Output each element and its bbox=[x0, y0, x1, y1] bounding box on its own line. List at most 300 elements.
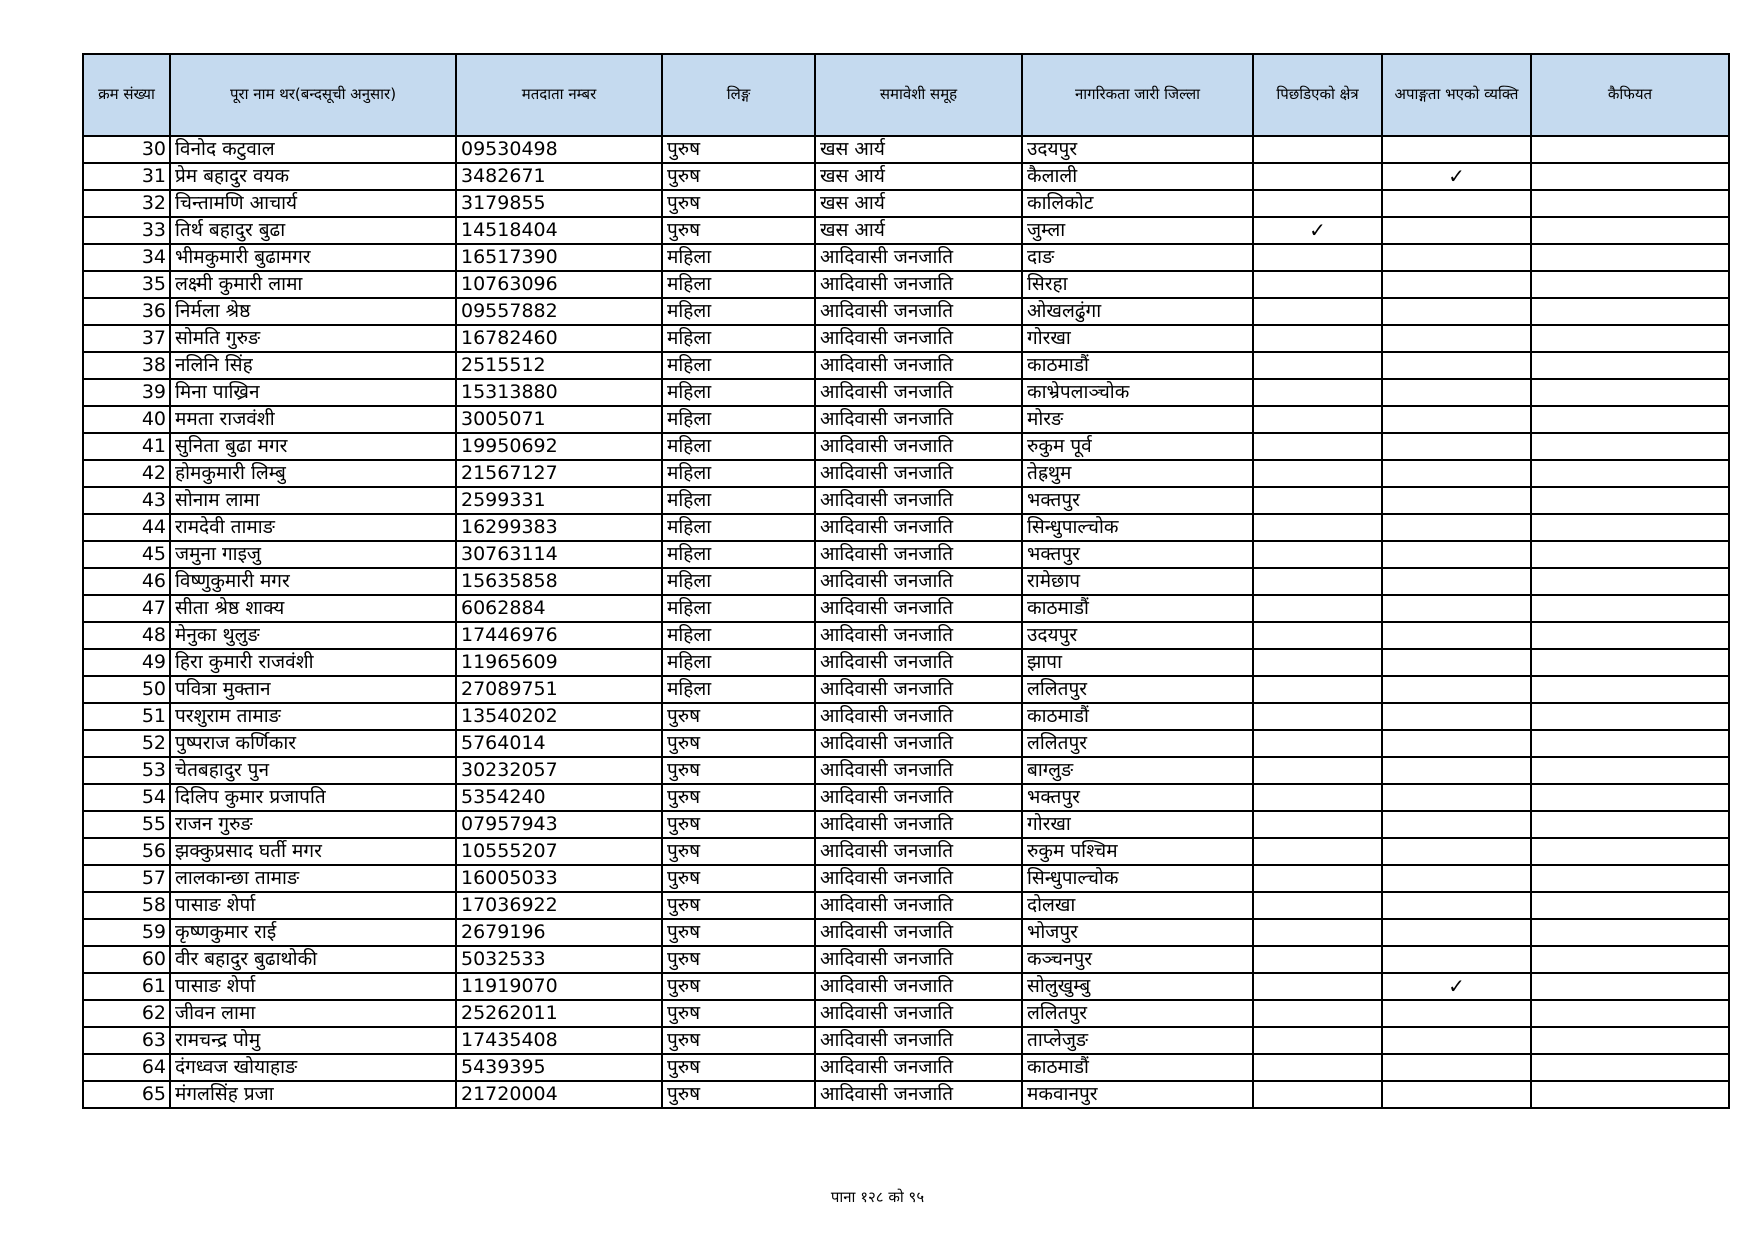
cell-backward-area bbox=[1253, 136, 1382, 163]
cell-name: पासाङ शेर्पा bbox=[170, 973, 456, 1000]
cell-serial: 65 bbox=[83, 1081, 170, 1108]
cell-remarks bbox=[1531, 1000, 1729, 1027]
cell-inclusive-group: आदिवासी जनजाति bbox=[815, 1054, 1022, 1081]
cell-serial: 37 bbox=[83, 325, 170, 352]
table-row bbox=[83, 352, 1729, 379]
cell-name: रामचन्द्र पोमु bbox=[170, 1027, 456, 1054]
cell-backward-area bbox=[1253, 1054, 1382, 1081]
cell-gender: पुरुष bbox=[662, 811, 815, 838]
header-disability: अपाङ्गता भएको व्यक्ति bbox=[1382, 54, 1531, 136]
cell-inclusive-group: आदिवासी जनजाति bbox=[815, 433, 1022, 460]
cell-remarks bbox=[1531, 298, 1729, 325]
cell-gender: महिला bbox=[662, 244, 815, 271]
cell-remarks bbox=[1531, 163, 1729, 190]
cell-voter-number: 5354240 bbox=[456, 784, 662, 811]
cell-voter-number: 3005071 bbox=[456, 406, 662, 433]
table-row bbox=[83, 757, 1729, 784]
table-row bbox=[83, 325, 1729, 352]
cell-inclusive-group: आदिवासी जनजाति bbox=[815, 838, 1022, 865]
cell-disability bbox=[1382, 217, 1531, 244]
cell-name: जमुना गाइजु bbox=[170, 541, 456, 568]
cell-gender: पुरुष bbox=[662, 1027, 815, 1054]
cell-serial: 34 bbox=[83, 244, 170, 271]
cell-inclusive-group: आदिवासी जनजाति bbox=[815, 298, 1022, 325]
cell-name: सीता श्रेष्ठ शाक्य bbox=[170, 595, 456, 622]
cell-serial: 62 bbox=[83, 1000, 170, 1027]
cell-inclusive-group: आदिवासी जनजाति bbox=[815, 973, 1022, 1000]
table-row bbox=[83, 892, 1729, 919]
cell-gender: पुरुष bbox=[662, 163, 815, 190]
cell-disability bbox=[1382, 1027, 1531, 1054]
cell-name: निर्मला श्रेष्ठ bbox=[170, 298, 456, 325]
cell-name: तिर्थ बहादुर बुढा bbox=[170, 217, 456, 244]
cell-inclusive-group: आदिवासी जनजाति bbox=[815, 514, 1022, 541]
cell-backward-area bbox=[1253, 865, 1382, 892]
cell-remarks bbox=[1531, 811, 1729, 838]
cell-remarks bbox=[1531, 703, 1729, 730]
cell-serial: 56 bbox=[83, 838, 170, 865]
cell-voter-number: 10555207 bbox=[456, 838, 662, 865]
cell-citizenship-district: सोलुखुम्बु bbox=[1022, 973, 1253, 1000]
cell-citizenship-district: भक्तपुर bbox=[1022, 541, 1253, 568]
cell-inclusive-group: आदिवासी जनजाति bbox=[815, 379, 1022, 406]
cell-gender: पुरुष bbox=[662, 703, 815, 730]
header-inclusive-group: समावेशी समूह bbox=[815, 54, 1022, 136]
cell-inclusive-group: आदिवासी जनजाति bbox=[815, 595, 1022, 622]
cell-name: सोमति गुरुङ bbox=[170, 325, 456, 352]
cell-remarks bbox=[1531, 1054, 1729, 1081]
cell-remarks bbox=[1531, 460, 1729, 487]
cell-inclusive-group: आदिवासी जनजाति bbox=[815, 568, 1022, 595]
cell-citizenship-district: कैलाली bbox=[1022, 163, 1253, 190]
cell-inclusive-group: आदिवासी जनजाति bbox=[815, 487, 1022, 514]
cell-gender: महिला bbox=[662, 514, 815, 541]
cell-voter-number: 2515512 bbox=[456, 352, 662, 379]
cell-disability bbox=[1382, 622, 1531, 649]
table-row bbox=[83, 811, 1729, 838]
cell-name: चेतबहादुर पुन bbox=[170, 757, 456, 784]
cell-gender: पुरुष bbox=[662, 919, 815, 946]
table-row bbox=[83, 1000, 1729, 1027]
cell-serial: 44 bbox=[83, 514, 170, 541]
cell-remarks bbox=[1531, 784, 1729, 811]
cell-name: लक्ष्मी कुमारी लामा bbox=[170, 271, 456, 298]
cell-name: लालकान्छा तामाङ bbox=[170, 865, 456, 892]
cell-backward-area bbox=[1253, 703, 1382, 730]
cell-voter-number: 21720004 bbox=[456, 1081, 662, 1108]
cell-citizenship-district: तेह्रथुम bbox=[1022, 460, 1253, 487]
cell-serial: 50 bbox=[83, 676, 170, 703]
cell-name: होमकुमारी लिम्बु bbox=[170, 460, 456, 487]
cell-inclusive-group: आदिवासी जनजाति bbox=[815, 622, 1022, 649]
cell-gender: महिला bbox=[662, 298, 815, 325]
cell-serial: 47 bbox=[83, 595, 170, 622]
cell-disability bbox=[1382, 379, 1531, 406]
cell-backward-area-checkmark: ✓ bbox=[1253, 217, 1382, 244]
cell-backward-area bbox=[1253, 433, 1382, 460]
table-row bbox=[83, 676, 1729, 703]
header-backward-area: पिछडिएको क्षेत्र bbox=[1253, 54, 1382, 136]
cell-voter-number: 5439395 bbox=[456, 1054, 662, 1081]
cell-citizenship-district: ललितपुर bbox=[1022, 676, 1253, 703]
cell-inclusive-group: आदिवासी जनजाति bbox=[815, 676, 1022, 703]
cell-remarks bbox=[1531, 730, 1729, 757]
cell-inclusive-group: आदिवासी जनजाति bbox=[815, 703, 1022, 730]
cell-remarks bbox=[1531, 190, 1729, 217]
cell-inclusive-group: आदिवासी जनजाति bbox=[815, 730, 1022, 757]
cell-name: रामदेवी तामाङ bbox=[170, 514, 456, 541]
cell-disability bbox=[1382, 1081, 1531, 1108]
cell-gender: महिला bbox=[662, 595, 815, 622]
cell-voter-number: 2599331 bbox=[456, 487, 662, 514]
cell-inclusive-group: आदिवासी जनजाति bbox=[815, 757, 1022, 784]
cell-citizenship-district: भोजपुर bbox=[1022, 919, 1253, 946]
table-row bbox=[83, 568, 1729, 595]
cell-gender: पुरुष bbox=[662, 1054, 815, 1081]
cell-backward-area bbox=[1253, 649, 1382, 676]
cell-voter-number: 25262011 bbox=[456, 1000, 662, 1027]
cell-inclusive-group: खस आर्य bbox=[815, 217, 1022, 244]
cell-disability bbox=[1382, 649, 1531, 676]
cell-disability bbox=[1382, 730, 1531, 757]
cell-citizenship-district: जुम्ला bbox=[1022, 217, 1253, 244]
cell-inclusive-group: आदिवासी जनजाति bbox=[815, 325, 1022, 352]
cell-gender: महिला bbox=[662, 271, 815, 298]
cell-citizenship-district: भक्तपुर bbox=[1022, 784, 1253, 811]
cell-disability bbox=[1382, 352, 1531, 379]
cell-inclusive-group: खस आर्य bbox=[815, 136, 1022, 163]
cell-backward-area bbox=[1253, 946, 1382, 973]
cell-remarks bbox=[1531, 514, 1729, 541]
cell-remarks bbox=[1531, 244, 1729, 271]
cell-disability bbox=[1382, 541, 1531, 568]
cell-disability bbox=[1382, 595, 1531, 622]
cell-voter-number: 21567127 bbox=[456, 460, 662, 487]
table-row bbox=[83, 379, 1729, 406]
cell-voter-number: 17446976 bbox=[456, 622, 662, 649]
cell-remarks bbox=[1531, 1081, 1729, 1108]
cell-backward-area bbox=[1253, 406, 1382, 433]
cell-serial: 40 bbox=[83, 406, 170, 433]
cell-backward-area bbox=[1253, 1000, 1382, 1027]
cell-backward-area bbox=[1253, 541, 1382, 568]
cell-inclusive-group: आदिवासी जनजाति bbox=[815, 865, 1022, 892]
cell-disability bbox=[1382, 514, 1531, 541]
cell-backward-area bbox=[1253, 568, 1382, 595]
table-row bbox=[83, 838, 1729, 865]
cell-citizenship-district: उदयपुर bbox=[1022, 622, 1253, 649]
table-row bbox=[83, 946, 1729, 973]
cell-serial: 54 bbox=[83, 784, 170, 811]
cell-backward-area bbox=[1253, 622, 1382, 649]
cell-serial: 64 bbox=[83, 1054, 170, 1081]
table-row bbox=[83, 622, 1729, 649]
cell-disability bbox=[1382, 487, 1531, 514]
header-serial: क्रम संख्या bbox=[83, 54, 170, 136]
cell-citizenship-district: रामेछाप bbox=[1022, 568, 1253, 595]
cell-disability bbox=[1382, 811, 1531, 838]
cell-backward-area bbox=[1253, 271, 1382, 298]
cell-serial: 53 bbox=[83, 757, 170, 784]
cell-voter-number: 2679196 bbox=[456, 919, 662, 946]
cell-remarks bbox=[1531, 433, 1729, 460]
cell-name: विष्णुकुमारी मगर bbox=[170, 568, 456, 595]
cell-backward-area bbox=[1253, 1081, 1382, 1108]
cell-disability bbox=[1382, 946, 1531, 973]
cell-citizenship-district: सिरहा bbox=[1022, 271, 1253, 298]
cell-disability bbox=[1382, 460, 1531, 487]
cell-gender: पुरुष bbox=[662, 784, 815, 811]
cell-name: वीर बहादुर बुढाथोकी bbox=[170, 946, 456, 973]
cell-serial: 49 bbox=[83, 649, 170, 676]
cell-voter-number: 17435408 bbox=[456, 1027, 662, 1054]
cell-name: विनोद कटुवाल bbox=[170, 136, 456, 163]
cell-disability bbox=[1382, 703, 1531, 730]
cell-name: मंगलसिंह प्रजा bbox=[170, 1081, 456, 1108]
cell-name: पुष्पराज कर्णिकार bbox=[170, 730, 456, 757]
cell-name: जीवन लामा bbox=[170, 1000, 456, 1027]
cell-serial: 48 bbox=[83, 622, 170, 649]
cell-citizenship-district: झापा bbox=[1022, 649, 1253, 676]
cell-voter-number: 15313880 bbox=[456, 379, 662, 406]
page-number: पाना १२८ को ९५ bbox=[830, 1188, 925, 1206]
cell-name: प्रेम बहादुर वयक bbox=[170, 163, 456, 190]
cell-voter-number: 09530498 bbox=[456, 136, 662, 163]
cell-serial: 41 bbox=[83, 433, 170, 460]
cell-serial: 30 bbox=[83, 136, 170, 163]
table-row bbox=[83, 919, 1729, 946]
cell-serial: 39 bbox=[83, 379, 170, 406]
cell-disability-checkmark: ✓ bbox=[1382, 973, 1531, 1000]
cell-citizenship-district: कञ्चनपुर bbox=[1022, 946, 1253, 973]
cell-gender: पुरुष bbox=[662, 973, 815, 1000]
cell-remarks bbox=[1531, 973, 1729, 1000]
cell-name: पासाङ शेर्पा bbox=[170, 892, 456, 919]
cell-gender: पुरुष bbox=[662, 946, 815, 973]
cell-disability bbox=[1382, 892, 1531, 919]
cell-inclusive-group: आदिवासी जनजाति bbox=[815, 946, 1022, 973]
cell-gender: पुरुष bbox=[662, 865, 815, 892]
cell-backward-area bbox=[1253, 244, 1382, 271]
cell-serial: 33 bbox=[83, 217, 170, 244]
table-row bbox=[83, 1027, 1729, 1054]
cell-remarks bbox=[1531, 595, 1729, 622]
cell-remarks bbox=[1531, 892, 1729, 919]
cell-voter-number: 3179855 bbox=[456, 190, 662, 217]
cell-gender: पुरुष bbox=[662, 190, 815, 217]
cell-name: कृष्णकुमार राई bbox=[170, 919, 456, 946]
cell-backward-area bbox=[1253, 190, 1382, 217]
table-row bbox=[83, 649, 1729, 676]
cell-remarks bbox=[1531, 838, 1729, 865]
cell-voter-number: 5764014 bbox=[456, 730, 662, 757]
cell-inclusive-group: आदिवासी जनजाति bbox=[815, 784, 1022, 811]
cell-disability bbox=[1382, 838, 1531, 865]
cell-inclusive-group: आदिवासी जनजाति bbox=[815, 1000, 1022, 1027]
cell-citizenship-district: ललितपुर bbox=[1022, 1000, 1253, 1027]
cell-gender: पुरुष bbox=[662, 892, 815, 919]
cell-inclusive-group: आदिवासी जनजाति bbox=[815, 1027, 1022, 1054]
voter-list-table bbox=[82, 53, 1730, 1109]
table-row bbox=[83, 703, 1729, 730]
cell-remarks bbox=[1531, 676, 1729, 703]
cell-backward-area bbox=[1253, 730, 1382, 757]
cell-remarks bbox=[1531, 379, 1729, 406]
cell-remarks bbox=[1531, 568, 1729, 595]
cell-serial: 60 bbox=[83, 946, 170, 973]
cell-disability bbox=[1382, 919, 1531, 946]
cell-backward-area bbox=[1253, 595, 1382, 622]
cell-name: मिना पाख्रिन bbox=[170, 379, 456, 406]
header-citizenship-district: नागरिकता जारी जिल्ला bbox=[1022, 54, 1253, 136]
cell-voter-number: 14518404 bbox=[456, 217, 662, 244]
table-row bbox=[83, 406, 1729, 433]
cell-serial: 45 bbox=[83, 541, 170, 568]
table-row bbox=[83, 460, 1729, 487]
cell-gender: महिला bbox=[662, 460, 815, 487]
cell-name: दंगध्वज खोयाहाङ bbox=[170, 1054, 456, 1081]
table-row bbox=[83, 298, 1729, 325]
cell-disability bbox=[1382, 298, 1531, 325]
cell-voter-number: 30232057 bbox=[456, 757, 662, 784]
cell-name: झक्कुप्रसाद घर्ती मगर bbox=[170, 838, 456, 865]
cell-serial: 32 bbox=[83, 190, 170, 217]
cell-gender: महिला bbox=[662, 676, 815, 703]
cell-serial: 35 bbox=[83, 271, 170, 298]
table-row bbox=[83, 271, 1729, 298]
cell-name: चिन्तामणि आचार्य bbox=[170, 190, 456, 217]
cell-citizenship-district: काठमाडौं bbox=[1022, 1054, 1253, 1081]
cell-citizenship-district: भक्तपुर bbox=[1022, 487, 1253, 514]
cell-citizenship-district: रुकुम पूर्व bbox=[1022, 433, 1253, 460]
table-row bbox=[83, 514, 1729, 541]
cell-remarks bbox=[1531, 865, 1729, 892]
cell-citizenship-district: उदयपुर bbox=[1022, 136, 1253, 163]
cell-remarks bbox=[1531, 541, 1729, 568]
table-row bbox=[83, 973, 1729, 1000]
table-row bbox=[83, 1081, 1729, 1108]
cell-inclusive-group: खस आर्य bbox=[815, 163, 1022, 190]
cell-voter-number: 16517390 bbox=[456, 244, 662, 271]
cell-inclusive-group: आदिवासी जनजाति bbox=[815, 919, 1022, 946]
cell-citizenship-district: दाङ bbox=[1022, 244, 1253, 271]
cell-serial: 61 bbox=[83, 973, 170, 1000]
cell-disability bbox=[1382, 136, 1531, 163]
cell-backward-area bbox=[1253, 676, 1382, 703]
cell-citizenship-district: सिन्धुपाल्चोक bbox=[1022, 865, 1253, 892]
cell-name: भीमकुमारी बुढामगर bbox=[170, 244, 456, 271]
table-row bbox=[83, 541, 1729, 568]
cell-remarks bbox=[1531, 946, 1729, 973]
cell-inclusive-group: आदिवासी जनजाति bbox=[815, 244, 1022, 271]
table-row bbox=[83, 487, 1729, 514]
cell-citizenship-district: कालिकोट bbox=[1022, 190, 1253, 217]
cell-inclusive-group: आदिवासी जनजाति bbox=[815, 406, 1022, 433]
cell-citizenship-district: काठमाडौं bbox=[1022, 352, 1253, 379]
cell-name: मेनुका थुलुङ bbox=[170, 622, 456, 649]
cell-disability bbox=[1382, 757, 1531, 784]
cell-gender: पुरुष bbox=[662, 136, 815, 163]
cell-gender: महिला bbox=[662, 487, 815, 514]
table-row bbox=[83, 433, 1729, 460]
cell-gender: महिला bbox=[662, 541, 815, 568]
cell-citizenship-district: ललितपुर bbox=[1022, 730, 1253, 757]
cell-backward-area bbox=[1253, 973, 1382, 1000]
cell-name: दिलिप कुमार प्रजापति bbox=[170, 784, 456, 811]
header-remarks: कैफियत bbox=[1531, 54, 1729, 136]
cell-backward-area bbox=[1253, 379, 1382, 406]
cell-gender: पुरुष bbox=[662, 1081, 815, 1108]
cell-inclusive-group: आदिवासी जनजाति bbox=[815, 811, 1022, 838]
table-header-row bbox=[83, 54, 1729, 136]
cell-disability bbox=[1382, 1000, 1531, 1027]
cell-backward-area bbox=[1253, 514, 1382, 541]
cell-disability bbox=[1382, 271, 1531, 298]
cell-name: परशुराम तामाङ bbox=[170, 703, 456, 730]
cell-serial: 51 bbox=[83, 703, 170, 730]
cell-voter-number: 16299383 bbox=[456, 514, 662, 541]
cell-remarks bbox=[1531, 622, 1729, 649]
cell-backward-area bbox=[1253, 298, 1382, 325]
cell-citizenship-district: ताप्लेजुङ bbox=[1022, 1027, 1253, 1054]
cell-disability bbox=[1382, 676, 1531, 703]
cell-gender: महिला bbox=[662, 379, 815, 406]
cell-name: सुनिता बुढा मगर bbox=[170, 433, 456, 460]
table-row bbox=[83, 865, 1729, 892]
cell-backward-area bbox=[1253, 352, 1382, 379]
cell-backward-area bbox=[1253, 460, 1382, 487]
cell-gender: महिला bbox=[662, 433, 815, 460]
cell-gender: महिला bbox=[662, 649, 815, 676]
cell-gender: महिला bbox=[662, 622, 815, 649]
cell-gender: महिला bbox=[662, 568, 815, 595]
cell-voter-number: 15635858 bbox=[456, 568, 662, 595]
cell-name: पवित्रा मुक्तान bbox=[170, 676, 456, 703]
cell-serial: 42 bbox=[83, 460, 170, 487]
cell-disability bbox=[1382, 433, 1531, 460]
cell-inclusive-group: आदिवासी जनजाति bbox=[815, 649, 1022, 676]
header-voter-number: मतदाता नम्बर bbox=[456, 54, 662, 136]
cell-remarks bbox=[1531, 217, 1729, 244]
cell-citizenship-district: काभ्रेपलाञ्चोक bbox=[1022, 379, 1253, 406]
cell-inclusive-group: आदिवासी जनजाति bbox=[815, 1081, 1022, 1108]
cell-citizenship-district: काठमाडौं bbox=[1022, 595, 1253, 622]
table-row bbox=[83, 1054, 1729, 1081]
cell-backward-area bbox=[1253, 919, 1382, 946]
table-row bbox=[83, 595, 1729, 622]
cell-citizenship-district: मोरङ bbox=[1022, 406, 1253, 433]
cell-remarks bbox=[1531, 919, 1729, 946]
cell-inclusive-group: आदिवासी जनजाति bbox=[815, 271, 1022, 298]
cell-serial: 52 bbox=[83, 730, 170, 757]
cell-voter-number: 30763114 bbox=[456, 541, 662, 568]
cell-backward-area bbox=[1253, 757, 1382, 784]
voter-list-sheet bbox=[82, 53, 1730, 1109]
cell-remarks bbox=[1531, 325, 1729, 352]
cell-serial: 46 bbox=[83, 568, 170, 595]
cell-voter-number: 3482671 bbox=[456, 163, 662, 190]
cell-citizenship-district: गोरखा bbox=[1022, 325, 1253, 352]
table-row bbox=[83, 190, 1729, 217]
cell-backward-area bbox=[1253, 163, 1382, 190]
cell-citizenship-district: दोलखा bbox=[1022, 892, 1253, 919]
cell-inclusive-group: आदिवासी जनजाति bbox=[815, 892, 1022, 919]
cell-gender: महिला bbox=[662, 352, 815, 379]
cell-voter-number: 17036922 bbox=[456, 892, 662, 919]
cell-name: ममता राजवंशी bbox=[170, 406, 456, 433]
cell-backward-area bbox=[1253, 325, 1382, 352]
cell-citizenship-district: काठमाडौं bbox=[1022, 703, 1253, 730]
